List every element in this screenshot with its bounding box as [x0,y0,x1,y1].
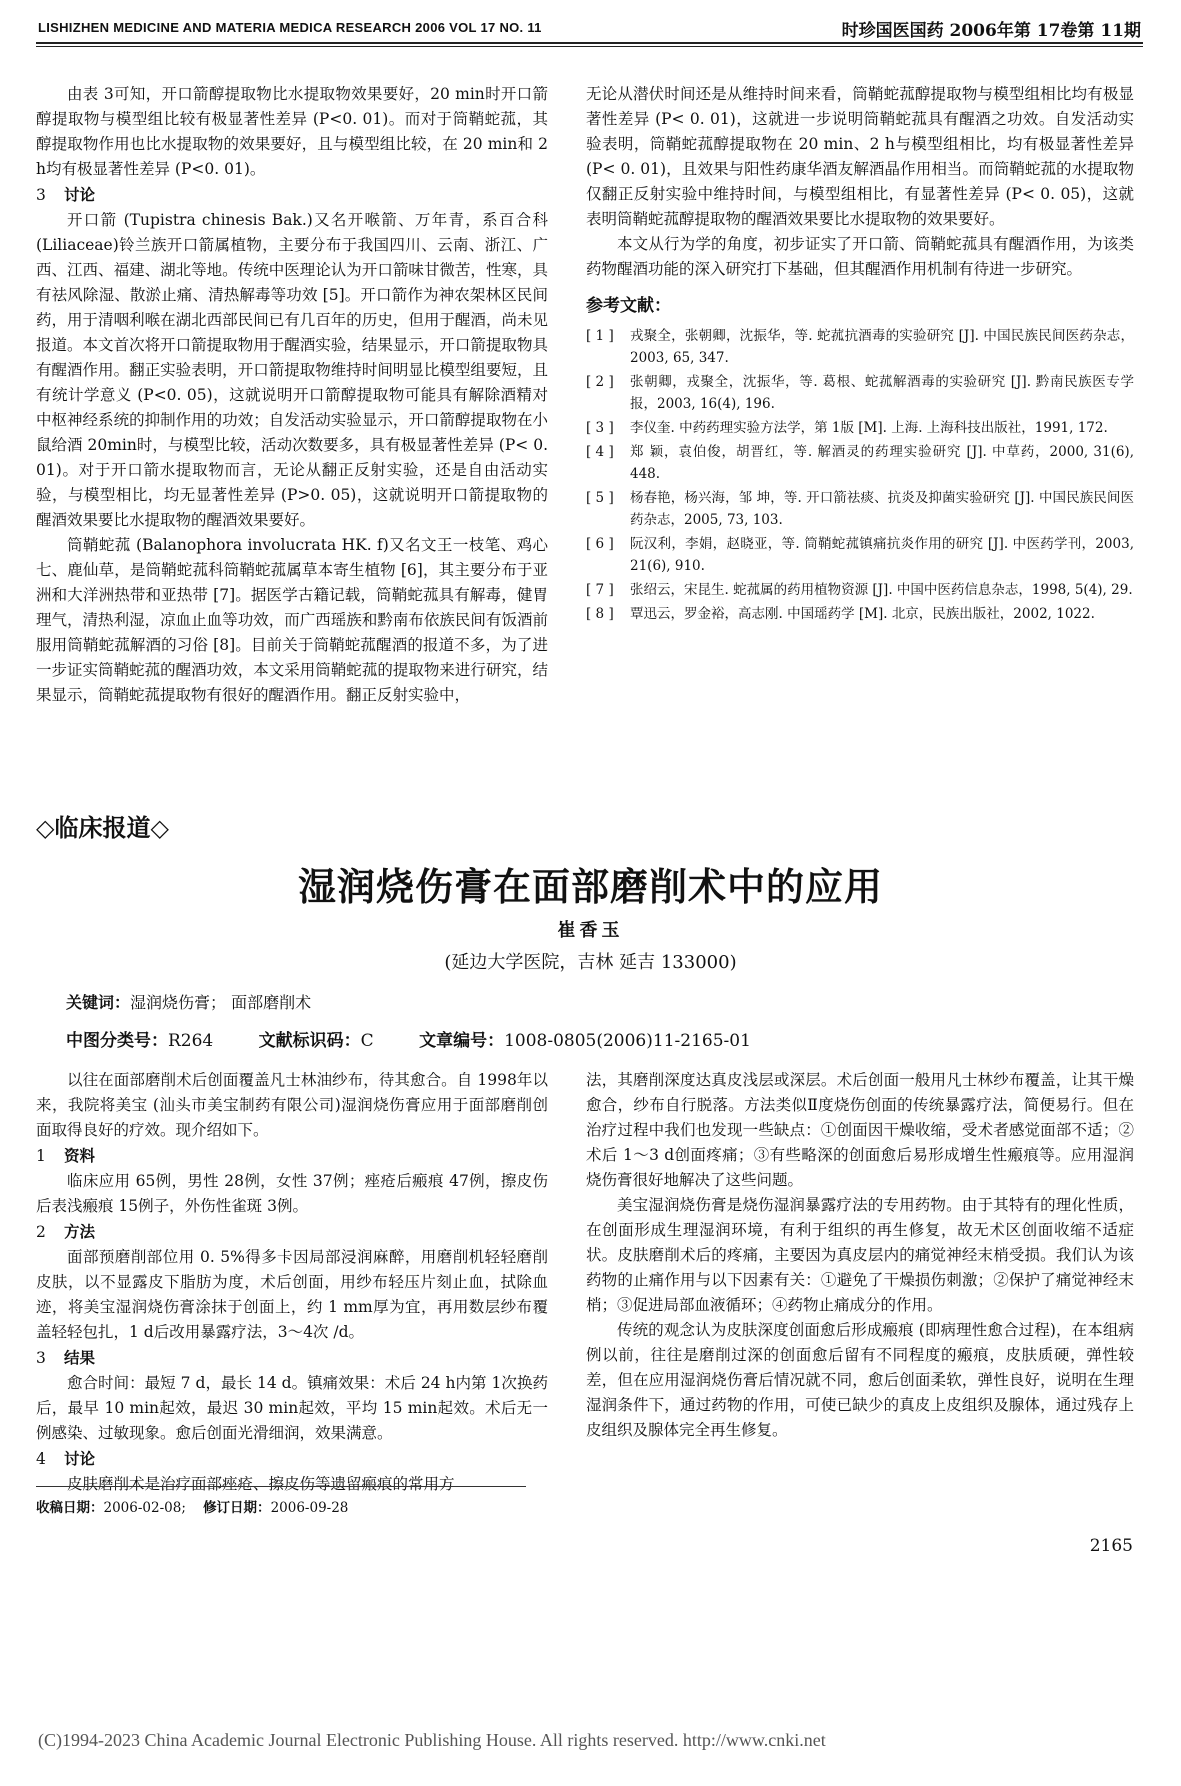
reference-text: 覃迅云，罗金裕，高志刚. 中国瑶药学 [M]. 北京，民族出版社，2002, 1022. [630,606,1095,622]
paragraph: 开口箭 (Tupistra chinesis Bak.)又名开喉箭、万年青，系百合科 (Liliaceae)铃兰族开口箭属植物，主要分布于我国四川、云南、浙江、广西、江西、福建、湖北等地。传统中医理论认为开口箭味甘微苦，性寒，具有祛风除湿、散淤止痛、清热解毒等功效 [5]。开口箭作为神农架林区民间药，用于清咽利喉在湖北西部民间已有几百年的历史，但用于醒酒，尚未见报道。本文首次将开口箭提取物用于醒酒实验，结果显示，开口箭提取物具有醒酒作用。翻正实验表明，开口箭提取物维持时间明显比模型组要短，且有统计学意义 (P<0. 05)，这就说明开口箭醇提取物可能具有解除酒精对中枢神经系统的抑制作用的功效；自发活动实验显示，开口箭醇提取物在小鼠给酒 20min时，与模型比较，活动次数要多，具有极显著性差异 (P< 0. 01)。对于开口箭水提取物而言，无论从翻正反射实验，还是自由活动实验，与模型相比，均无显著性差异 (P>0. 05)，这就说明开口箭提取物的醒酒效果要比水提取物的醒酒效果要好。 [36,211,548,529]
reference-number: [ 6 ] [586,536,614,552]
header-rule-thin [36,46,1143,47]
lower-right-column [586,1068,1134,1443]
upper-left-column [36,82,548,708]
page-number: 2165 [1089,1536,1133,1556]
reference-text: 张绍云，宋昆生. 蛇菰属的药用植物资源 [J]. 中国中医药信息杂志，1998, 5(4), 29. [630,582,1133,598]
article-title: 湿润烧伤膏在面部磨削术中的应用 [297,865,883,909]
doccode-label: 文献标识码： [258,1031,361,1051]
section-number: 2 [36,1223,46,1241]
section-number: 3 [36,1349,46,1367]
reference-item [586,533,1134,577]
section-title: 结果 [64,1348,96,1367]
section-title: 讨论 [64,185,96,204]
section-heading [36,1143,548,1169]
article-number [419,1026,751,1051]
keywords-label: 关键词： [66,993,131,1012]
received-dates [36,1496,348,1516]
copyright-footer: (C)1994-2023 China Academic Journal Electronic Publishing House. All rights reserved. http://www.cnki.net [38,1730,826,1750]
reference-number: [ 4 ] [586,444,614,460]
upper-right-column [586,82,1134,627]
reference-text: 杨春艳，杨兴海，邹 坤，等. 开口箭祛痰、抗炎及抑菌实验研究 [J]. 中国民族民间医药杂志，2005, 73, 103. [630,490,1134,528]
section-number: 3 [36,186,46,204]
revised-date: 2006-09-28 [270,1500,349,1516]
paragraph: 愈合时间：最短 7 d，最长 14 d。镇痛效果：术后 24 h内第 1次换药后，最早 10 min起效，最迟 30 min起效，平均 15 min起效。术后无一例感染、过敏现象。愈后创面光滑细润，效果满意。 [36,1374,548,1442]
artno-label: 文章编号： [419,1031,505,1051]
paragraph: 临床应用 65例，男性 28例，女性 37例；痤疮后瘢痕 47例，擦皮伤后表浅瘢痕 15例子，外伤性雀斑 3例。 [36,1172,548,1215]
keywords-value: 湿润烧伤膏； 面部磨削术 [130,993,312,1012]
section-heading [36,1345,548,1371]
paragraph: 以往在面部磨削术后创面覆盖凡士林油纱布，待其愈合。自 1998年以来，我院将美宝 (汕头市美宝制药有限公司)湿润烧伤膏应用于面部磨削创面取得良好的疗效。现介绍如下。 [36,1071,548,1139]
footnote-rule [36,1486,526,1487]
reference-number: [ 7 ] [586,582,614,598]
reference-item [586,487,1134,531]
paragraph: 美宝湿润烧伤膏是烧伤湿润暴露疗法的专用药物。由于其特有的理化性质，在创面形成生理湿润环境，有利于组织的再生修复，故无术区创面收缩不适症状。皮肤磨削术后的疼痛，主要因为真皮层内的痛觉神经末梢受损。我们认为该药物的止痛作用与以下因素有关：①避免了干燥损伤刺激；②保护了痛觉神经末梢；③促进局部血液循环；④药物止痛成分的作用。 [586,1196,1134,1314]
paragraph: 本文从行为学的角度，初步证实了开口箭、筒鞘蛇菰具有醒酒作用，为该类药物醒酒功能的深入研究打下基础，但其醒酒作用机制有待进一步研究。 [586,235,1134,278]
reference-text: 张朝卿，戎聚全，沈振华，等. 葛根、蛇菰解酒毒的实验研究 [J]. 黔南民族医专学报，2003, 16(4), 196. [630,374,1134,412]
received-label: 收稿日期： [36,1500,104,1516]
doccode-value: C [360,1031,374,1051]
reference-text: 戎聚全，张朝卿，沈振华，等. 蛇菰抗酒毒的实验研究 [J]. 中国民族民间医药杂志，2003, 65, 347. [630,328,1134,366]
lower-left-column [36,1068,548,1497]
section-number: 4 [36,1450,46,1468]
keywords [66,990,311,1013]
references-heading: 参考文献： [586,296,671,316]
reference-item [586,579,1134,601]
reference-list [586,325,1134,625]
reference-item [586,603,1134,625]
artno-value: 1008-0805(2006)11-2165-01 [504,1031,751,1051]
paragraph: 无论从潜伏时间还是从维持时间来看，筒鞘蛇菰醇提取物与模型组相比均有极显著性差异 (P< 0. 01)，这就进一步说明筒鞘蛇菰具有醒酒之功效。自发活动实验表明，筒鞘蛇菰醇提取物在 20 min、2 h与模型组相比，均有极显著性差异 (P< 0. 01)，且效果与阳性药康华酒友解酒晶作用相当。而筒鞘蛇菰的水提取物仅翻正反射实验中维持时间，与模型组相比，有显著性差异 (P< 0. 05)，这就表明筒鞘蛇菰醇提取物的醒酒效果要比水提取物的效果要好。 [586,85,1134,228]
section-number: 1 [36,1147,46,1165]
affiliation: (延边大学医院，吉林 延吉 133000) [444,952,737,973]
class-number [66,1026,213,1051]
reference-item [586,441,1134,485]
reference-number: [ 5 ] [586,490,614,506]
section-title: 方法 [64,1222,96,1241]
paragraph: 皮肤磨削术是治疗面部痤疮、擦皮伤等遗留瘢痕的常用方 [67,1475,455,1493]
reference-item [586,417,1134,439]
column-label: ◇临床报道◇ [36,814,169,842]
section-heading-discussion [36,182,548,208]
reference-text: 郑 颖，袁伯俊，胡晋红，等. 解酒灵的药理实验研究 [J]. 中草药，2000, 31(6), 448. [630,444,1134,482]
classification-line [66,1026,1146,1051]
reference-number: [ 2 ] [586,374,614,390]
paragraph: 传统的观念认为皮肤深度创面愈后形成瘢痕 (即病理性愈合过程)，在本组病例以前，往往是磨削过深的创面愈后留有不同程度的瘢痕，皮肤质硬，弹性较差，但在应用湿润烧伤膏后情况就不同，愈后创面柔软，弹性良好，说明在生理湿润条件下，通过药物的作用，可使已缺少的真皮上皮组织及腺体，通过残存上皮组织及腺体完全再生修复。 [586,1321,1134,1439]
received-date: 2006-02-08; [103,1500,186,1516]
reference-item [586,325,1134,369]
class-label: 中图分类号： [66,1031,168,1051]
section-heading [36,1219,548,1245]
header-rule [36,42,1143,44]
reference-text: 李仪奎. 中药药理实验方法学，第 1版 [M]. 上海. 上海科技出版社，1991, 172. [630,420,1108,436]
journal-header-en: LISHIZHEN MEDICINE AND MATERIA MEDICA RESEARCH 2006 VOL 17 NO. 11 [38,20,542,35]
section-title: 讨论 [64,1449,96,1468]
paragraph: 面部预磨削部位用 0. 5%得多卡因局部浸润麻醉，用磨削机轻轻磨削皮肤，以不显露皮下脂肪为度，术后创面，用纱布轻压片刻止血，拭除血迹，将美宝湿润烧伤膏涂抹于创面上，约 1 mm厚为宜，再用数层纱布覆盖轻轻包扎，1 d后改用暴露疗法，3～4次 /d。 [36,1248,548,1341]
paragraph: 由表 3可知，开口箭醇提取物比水提取物效果要好，20 min时开口箭醇提取物与模型组比较有极显著性差异 (P<0. 01)。而对于筒鞘蛇菰，其醇提取物作用也比水提取物的效果要好，且与模型组比较，在 20 min和 2 h均有极显著性差异 (P<0. 01)。 [36,85,548,178]
section-title: 资料 [64,1146,96,1165]
revised-label: 修订日期： [203,1500,271,1516]
reference-number: [ 8 ] [586,606,614,622]
paragraph: 法，其磨削深度达真皮浅层或深层。术后创面一般用凡士林纱布覆盖，让其干燥愈合，纱布自行脱落。方法类似Ⅱ度烧伤创面的传统暴露疗法，简便易行。但在治疗过程中我们也发现一些缺点：①创面因干燥收缩，受术者感觉面部不适；②术后 1～3 d创面疼痛；③有些略深的创面愈后易形成增生性瘢痕等。应用湿润烧伤膏很好地解决了这些问题。 [586,1071,1134,1189]
document-code [259,1026,374,1051]
journal-header-cn: 时珍国医国药 2006年第 17卷第 11期 [841,21,1141,41]
section-heading [36,1446,548,1472]
paragraph: 筒鞘蛇菰 (Balanophora involucrata HK. f)又名文王一枝笔、鸡心七、鹿仙草，是筒鞘蛇菰科筒鞘蛇菰属草本寄生植物 [6]，其主要分布于亚洲和大洋洲热带和亚热带 [7]。据医学古籍记载，筒鞘蛇菰具有解毒，健胃理气，清热利湿，凉血止血等功效，而广西瑶族和黔南布依族民间有饭酒前服用筒鞘蛇菰解酒的习俗 [8]。目前关于筒鞘蛇菰醒酒的报道不多，为了进一步证实筒鞘蛇菰的醒酒功效，本文采用筒鞘蛇菰的提取物来进行研究，结果显示，筒鞘蛇菰提取物有很好的醒酒作用。翻正反射实验中， [36,536,548,704]
class-value: R264 [168,1031,214,1051]
reference-number: [ 1 ] [586,328,614,344]
reference-text: 阮汉利，李娟，赵晓亚，等. 筒鞘蛇菰镇痛抗炎作用的研究 [J]. 中医药学刊，2003, 21(6), 910. [630,536,1134,574]
reference-number: [ 3 ] [586,420,614,436]
author: 崔香玉 [557,920,624,941]
reference-item [586,371,1134,415]
